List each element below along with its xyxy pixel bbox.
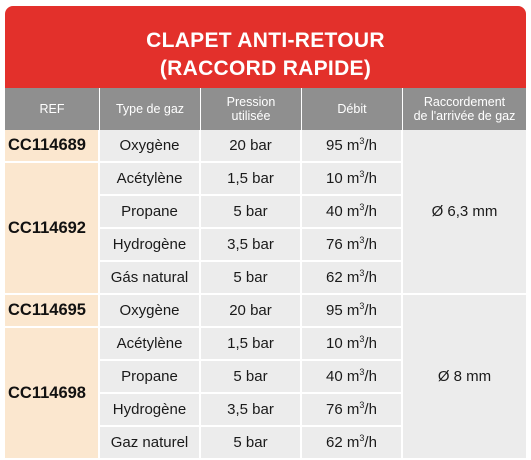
flow-value: 76 — [326, 401, 343, 418]
flow-unit-suffix: /h — [364, 269, 377, 286]
flow-unit-prefix: m — [346, 170, 360, 187]
flow-value: 95 — [326, 137, 343, 154]
flow-unit-suffix: /h — [364, 401, 377, 418]
flow-value: 62 — [326, 269, 343, 286]
flow-unit-exponent: 3 — [359, 367, 365, 377]
flow-unit-suffix: /h — [364, 170, 377, 187]
flow-unit-suffix: /h — [364, 203, 377, 220]
header-row — [5, 88, 526, 130]
table-row — [5, 130, 526, 163]
flow-value: 40 — [326, 368, 343, 385]
flow-cell — [302, 361, 403, 394]
header-connection — [403, 88, 526, 130]
flow-value: 10 — [326, 335, 343, 352]
pressure-cell: 1,5 bar — [201, 163, 302, 196]
flow-cell — [302, 163, 403, 196]
flow-cell — [302, 328, 403, 361]
pressure-cell: 1,5 bar — [201, 328, 302, 361]
flow-unit-suffix: /h — [364, 137, 377, 154]
pressure-cell: 3,5 bar — [201, 394, 302, 427]
pressure-cell: 20 bar — [201, 130, 302, 163]
flow-unit-suffix: /h — [364, 302, 377, 319]
flow-cell — [302, 196, 403, 229]
header-pressure-line-2: utilisée — [231, 109, 271, 123]
ref-code: CC114692 — [5, 163, 100, 295]
gas-type-cell: Oxygène — [100, 295, 201, 328]
flow-value: 40 — [326, 203, 343, 220]
flow-unit-exponent: 3 — [359, 301, 365, 311]
header-pressure-line-1: Pression — [226, 95, 276, 109]
flow-cell — [302, 262, 403, 295]
product-table — [5, 88, 526, 460]
flow-unit-exponent: 3 — [359, 268, 365, 278]
flow-unit-exponent: 3 — [359, 433, 365, 443]
flow-value: 76 — [326, 236, 343, 253]
header-ref: REF — [5, 88, 100, 130]
title-line-1: CLAPET ANTI-RETOUR — [146, 29, 385, 52]
pressure-cell: 5 bar — [201, 262, 302, 295]
flow-cell — [302, 394, 403, 427]
gas-type-cell: Gás natural — [100, 262, 201, 295]
flow-unit-suffix: /h — [364, 434, 377, 451]
gas-type-cell: Hydrogène — [100, 229, 201, 262]
flow-unit-exponent: 3 — [359, 202, 365, 212]
flow-unit-suffix: /h — [364, 368, 377, 385]
flow-unit-prefix: m — [346, 302, 360, 319]
pressure-cell: 20 bar — [201, 295, 302, 328]
flow-unit-suffix: /h — [364, 335, 377, 352]
ref-code: CC114689 — [5, 130, 100, 163]
header-connection-line-2: de l'arrivée de gaz — [413, 109, 516, 123]
title-line-2: (RACCORD RAPIDE) — [159, 57, 372, 80]
gas-type-cell: Oxygène — [100, 130, 201, 163]
header-connection-line-1: Raccordement — [423, 95, 506, 109]
gas-type-cell: Hydrogène — [100, 394, 201, 427]
gas-type-cell: Acétylène — [100, 163, 201, 196]
pressure-cell: 5 bar — [201, 427, 302, 460]
gas-type-cell: Propane — [100, 196, 201, 229]
flow-value: 62 — [326, 434, 343, 451]
pressure-cell: 5 bar — [201, 361, 302, 394]
header-flow: Débit — [302, 88, 403, 130]
flow-unit-prefix: m — [346, 203, 360, 220]
flow-unit-exponent: 3 — [359, 334, 365, 344]
connection-size-cell: Ø 6,3 mm — [403, 130, 526, 295]
flow-unit-prefix: m — [346, 137, 360, 154]
table-row — [5, 295, 526, 328]
flow-unit-prefix: m — [346, 401, 360, 418]
gas-type-cell: Acétylène — [100, 328, 201, 361]
flow-cell — [302, 427, 403, 460]
flow-unit-exponent: 3 — [359, 136, 365, 146]
gas-type-cell: Gaz naturel — [100, 427, 201, 460]
pressure-cell: 5 bar — [201, 196, 302, 229]
flow-unit-suffix: /h — [364, 236, 377, 253]
ref-code: CC114698 — [5, 328, 100, 460]
flow-unit-prefix: m — [346, 269, 360, 286]
flow-cell — [302, 130, 403, 163]
ref-code: CC114695 — [5, 295, 100, 328]
flow-unit-exponent: 3 — [359, 235, 365, 245]
header-gas-type: Type de gaz — [100, 88, 201, 130]
flow-cell — [302, 229, 403, 262]
flow-unit-prefix: m — [346, 434, 360, 451]
flow-unit-exponent: 3 — [359, 169, 365, 179]
flow-value: 10 — [326, 170, 343, 187]
gas-type-cell: Propane — [100, 361, 201, 394]
flow-unit-prefix: m — [346, 335, 360, 352]
flow-cell — [302, 295, 403, 328]
pressure-cell: 3,5 bar — [201, 229, 302, 262]
flow-value: 95 — [326, 302, 343, 319]
flow-unit-prefix: m — [346, 368, 360, 385]
header-pressure — [201, 88, 302, 130]
flow-unit-prefix: m — [346, 236, 360, 253]
table-title — [5, 6, 526, 88]
table-body — [5, 130, 526, 460]
flow-unit-exponent: 3 — [359, 400, 365, 410]
connection-size-cell: Ø 8 mm — [403, 295, 526, 460]
